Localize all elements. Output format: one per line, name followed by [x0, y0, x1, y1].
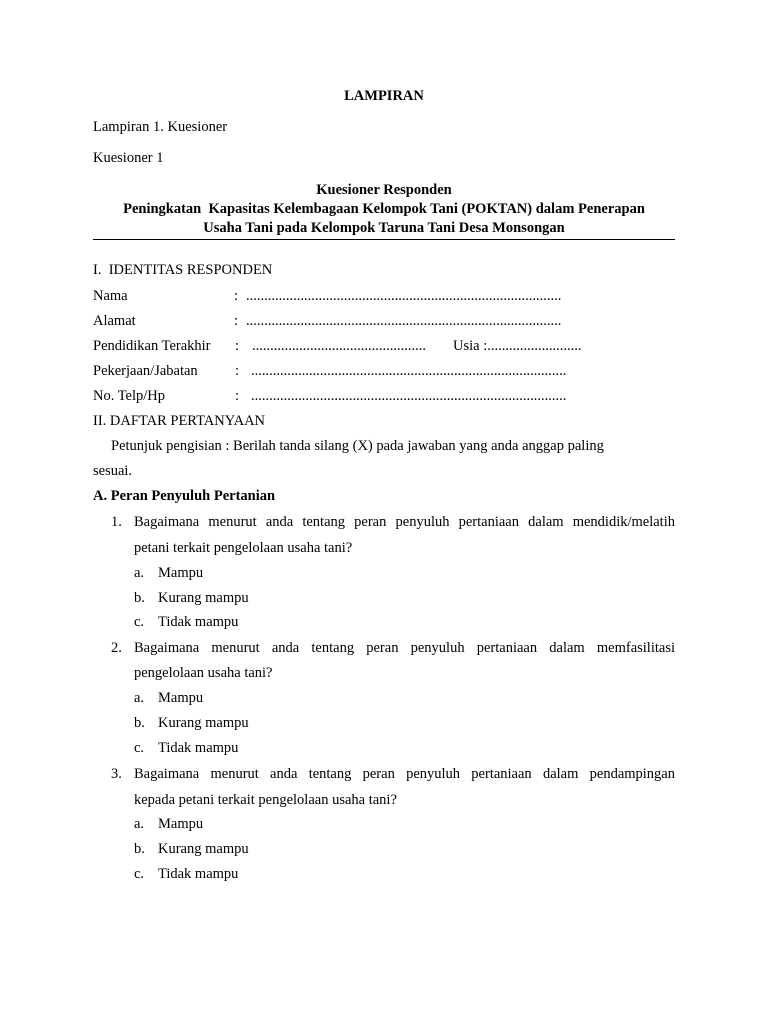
option-c[interactable]	[134, 866, 238, 883]
field-colon: :	[234, 288, 239, 304]
field-colon: :	[235, 388, 240, 404]
option-letter: c.	[134, 866, 145, 882]
field-row-nama	[93, 288, 675, 308]
instruction-text-cont: sesuai.	[93, 463, 133, 479]
page-title: LAMPIRAN	[344, 88, 424, 104]
field-row-alamat	[93, 313, 675, 333]
section-2-heading: II. DAFTAR PERTANYAAN	[93, 413, 266, 429]
option-letter: a.	[134, 565, 145, 581]
option-letter: a.	[134, 690, 145, 706]
option-text: Tidak mampu	[158, 614, 239, 630]
header-divider	[93, 239, 675, 240]
option-letter: c.	[134, 614, 145, 630]
option-text: Kurang mampu	[158, 841, 249, 857]
field-blank-pekerjaan[interactable]: .......................................................................................	[251, 363, 567, 379]
field-colon: :	[235, 338, 240, 354]
question-text-cont: pengelolaan usaha tani?	[134, 665, 273, 681]
field-colon: :	[234, 313, 239, 329]
option-text: Kurang mampu	[158, 715, 249, 731]
option-b[interactable]	[134, 715, 249, 732]
question-text-cont: petani terkait pengelolaan usaha tani?	[134, 540, 353, 556]
field-blank-alamat[interactable]: .......................................................................................	[246, 313, 562, 329]
option-text: Kurang mampu	[158, 590, 249, 606]
questionnaire-label: Kuesioner 1	[93, 150, 164, 166]
question-number: 1.	[111, 514, 122, 530]
field-blank-pendidikan[interactable]: ................................................	[252, 338, 426, 354]
field-label: Alamat	[93, 313, 136, 329]
option-letter: b.	[134, 715, 145, 731]
option-text: Tidak mampu	[158, 740, 239, 756]
option-text: Mampu	[158, 565, 204, 581]
option-b[interactable]	[134, 841, 249, 858]
field-row-pendidikan	[93, 338, 675, 358]
option-text: Mampu	[158, 690, 204, 706]
field-colon: :	[235, 363, 240, 379]
question-number: 3.	[111, 766, 122, 782]
field-blank-usia[interactable]: Usia :..........................	[453, 338, 582, 354]
field-label: Nama	[93, 288, 128, 304]
questionnaire-header	[93, 181, 675, 238]
option-text: Tidak mampu	[158, 866, 239, 882]
option-c[interactable]	[134, 740, 238, 757]
option-c[interactable]	[134, 614, 238, 631]
field-label: No. Telp/Hp	[93, 388, 166, 404]
field-row-pekerjaan	[93, 363, 675, 383]
section-1-heading: I. IDENTITAS RESPONDEN	[93, 262, 273, 278]
option-a[interactable]	[134, 816, 203, 833]
question-text: Bagaimana menurut anda tentang peran penyuluh pertaniaan dalam mendidik/melatih	[134, 514, 675, 530]
question-number: 2.	[111, 640, 122, 656]
field-label: Pendidikan Terakhir	[93, 338, 211, 354]
option-a[interactable]	[134, 690, 203, 707]
question-text: Bagaimana menurut anda tentang peran penyuluh pertaniaan dalam memfasilitasi	[134, 640, 675, 656]
option-letter: a.	[134, 816, 145, 832]
section-a-heading: A. Peran Penyuluh Pertanian	[93, 488, 276, 504]
instruction-text: Petunjuk pengisian : Berilah tanda silang (X) pada jawaban yang anda anggap paling	[111, 438, 604, 454]
option-letter: b.	[134, 590, 145, 606]
option-text: Mampu	[158, 816, 204, 832]
field-blank-nama[interactable]: .......................................................................................	[246, 288, 562, 304]
field-blank-telp[interactable]: .......................................................................................	[251, 388, 567, 404]
field-label: Pekerjaan/Jabatan	[93, 363, 198, 379]
option-a[interactable]	[134, 565, 203, 582]
option-b[interactable]	[134, 590, 249, 607]
option-letter: c.	[134, 740, 145, 756]
header-line-3: Usaha Tani pada Kelompok Taruna Tani Desa Monsongan	[203, 220, 565, 236]
header-line-1: Kuesioner Responden	[316, 182, 452, 198]
appendix-label: Lampiran 1. Kuesioner	[93, 119, 228, 135]
header-line-2: Peningkatan Kapasitas Kelembagaan Kelompok Tani (POKTAN) dalam Penerapan	[123, 201, 645, 217]
option-letter: b.	[134, 841, 145, 857]
question-text-cont: kepada petani terkait pengelolaan usaha tani?	[134, 792, 397, 808]
field-row-telp	[93, 388, 675, 408]
question-text: Bagaimana menurut anda tentang peran penyuluh pertaniaan dalam pendampingan	[134, 766, 675, 782]
